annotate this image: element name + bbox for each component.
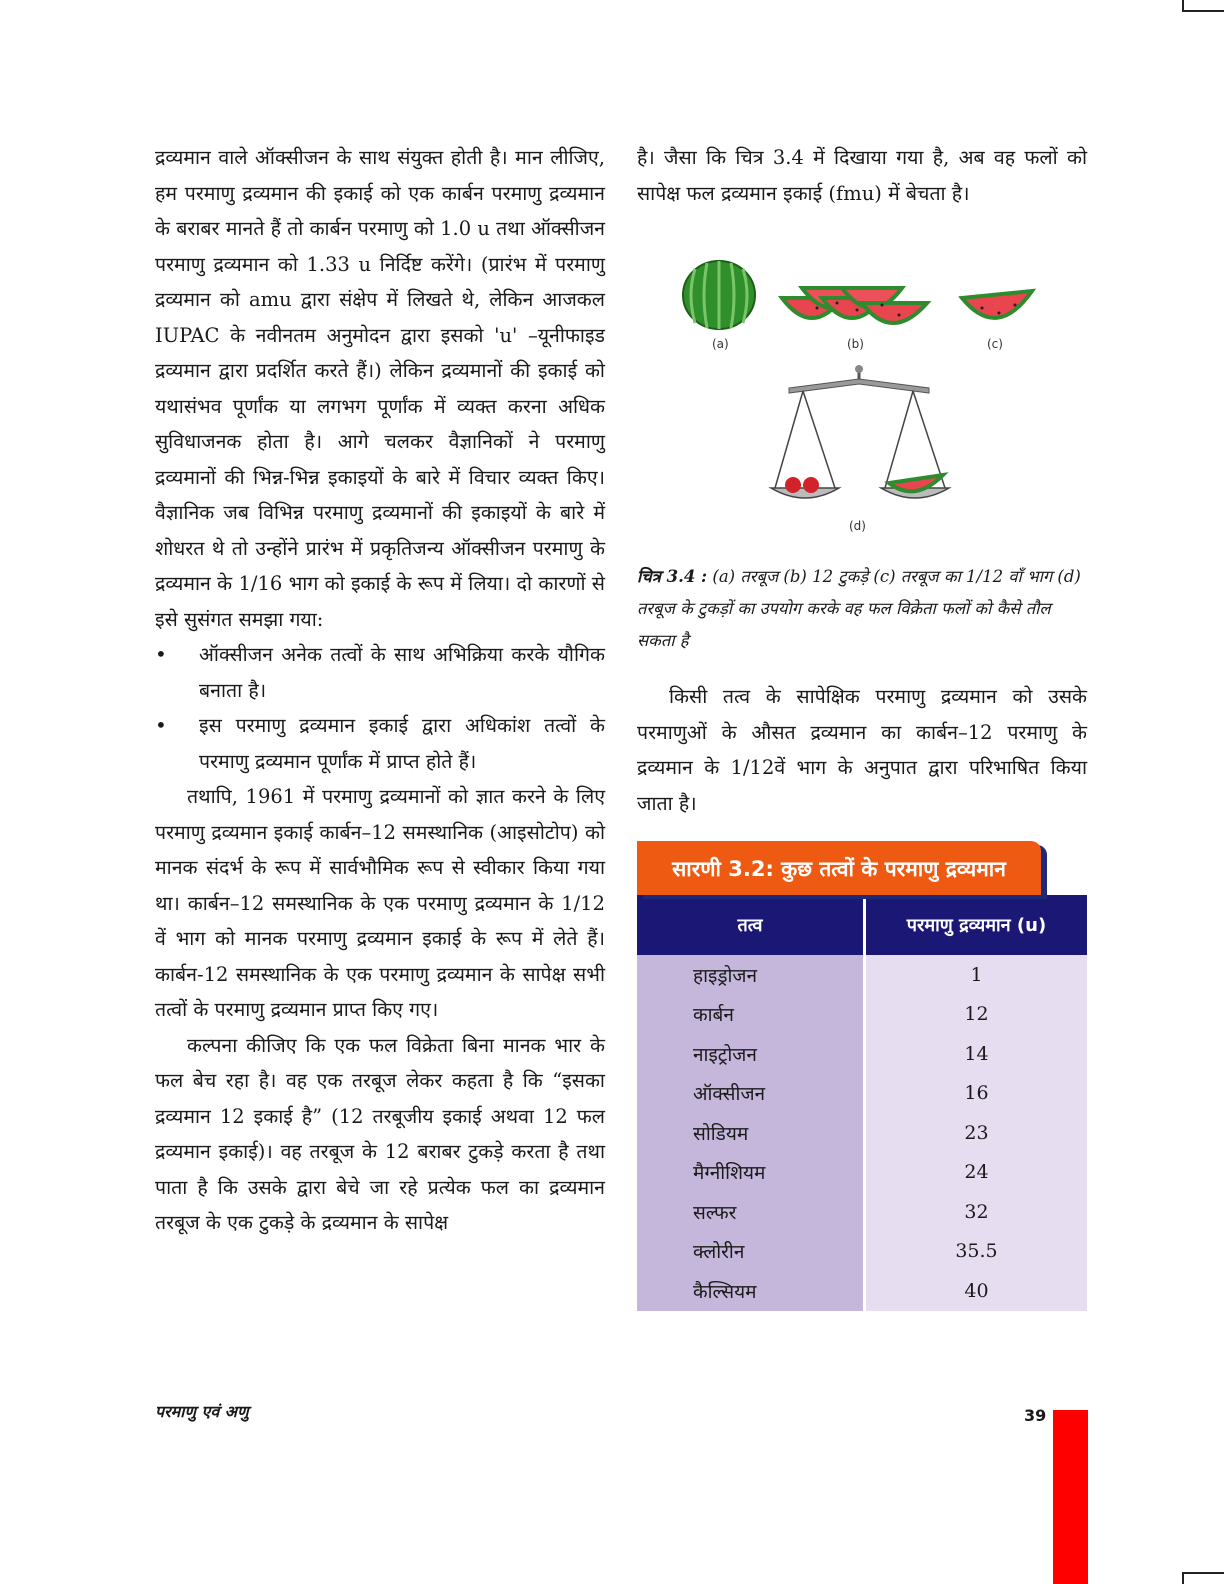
- watermelon-pieces-icon: [782, 288, 927, 323]
- watermelon-illustration: [637, 253, 1087, 553]
- figure-caption: [637, 561, 1087, 657]
- table-row: [637, 995, 1087, 1035]
- element-name: मैग्नीशियम: [637, 1153, 865, 1193]
- table-row: [637, 1271, 1087, 1311]
- atomic-mass: 35.5: [865, 1232, 1088, 1272]
- caption-text: (a) तरबूज (b) 12 टुकड़े (c) तरबूज का 1/12 वाँ भाग (d) तरबूज के टुकड़ों का उपयोग करके वह फल विक्रेता फलों को कैसे तौल सकता है: [637, 567, 1081, 650]
- figure-label-c: (c): [987, 337, 1003, 351]
- crop-mark-bottom-right: [1182, 1572, 1224, 1584]
- column-header-element: तत्व: [637, 895, 865, 955]
- element-name: हाइड्रोजन: [637, 955, 865, 995]
- left-paragraph-2: तथापि, 1961 में परमाणु द्रव्यमानों को ज्ञात करने के लिए परमाणु द्रव्यमान इकाई कार्बन–12 समस्थानिक (आइसोटोप) को मानक संदर्भ के रूप में सार्वभौमिक रूप से स्वीकार किया गया था। कार्बन–12 समस्थानिक के एक परमाणु द्रव्यमान के 1/12 वें भाग को मानक परमाणु द्रव्यमान इकाई के रूप में लेते हैं। कार्बन-12 समस्थानिक के एक परमाणु द्रव्यमान के सापेक्ष सभी तत्वों के परमाणु द्रव्यमान प्राप्त किए गए।: [155, 785, 605, 1021]
- list-item-text: इस परमाणु द्रव्यमान इकाई द्वारा अधिकांश तत्वों के परमाणु द्रव्यमान पूर्णांक में प्राप्त होते हैं।: [199, 714, 605, 773]
- reason-list: [155, 637, 605, 779]
- element-name: कैल्सियम: [637, 1271, 865, 1311]
- watermelon-slice-icon: [962, 291, 1032, 318]
- left-column: [155, 140, 605, 1241]
- left-paragraph-3: कल्पना कीजिए कि एक फल विक्रेता बिना मानक भार के फल बेच रहा है। वह एक तरबूज लेकर कहता है कि “इसका द्रव्यमान 12 इकाई है” (12 तरबूजीय इकाई अथवा 12 फल द्रव्यमान इकाई)। वह तरबूज के 12 बराबर टुकड़े करता है तथा पाता है कि उसके द्वारा बेचे जा रहे प्रत्येक फल का द्रव्यमान तरबूज के एक टुकड़े के द्रव्यमान के सापेक्ष: [155, 1033, 605, 1234]
- list-item-text: ऑक्सीजन अनेक तत्वों के साथ अभिक्रिया करके यौगिक बनाता है।: [199, 643, 605, 702]
- page-edge-marker: [1053, 1410, 1088, 1584]
- table-row: [637, 955, 1087, 995]
- element-name: ऑक्सीजन: [637, 1074, 865, 1114]
- right-paragraph-1: है। जैसा कि चित्र 3.4 में दिखाया गया है, अब वह फलों को सापेक्ष फल द्रव्यमान इकाई (fmu) में बेचता है।: [637, 146, 1087, 205]
- element-name: सल्फर: [637, 1192, 865, 1232]
- element-name: कार्बन: [637, 995, 865, 1035]
- caption-label: चित्र 3.4 :: [637, 567, 708, 586]
- column-header-mass: परमाणु द्रव्यमान (u): [865, 895, 1088, 955]
- right-paragraph-2: किसी तत्व के सापेक्षिक परमाणु द्रव्यमान को उसके परमाणुओं के औसत द्रव्यमान का कार्बन–12 परमाणु के द्रव्यमान के 1/12वें भाग के अनुपात द्वारा परिभाषित किया जाता है।: [637, 685, 1087, 815]
- list-item: [155, 637, 605, 708]
- figure-label-a: (a): [712, 337, 729, 351]
- table-row: [637, 1192, 1087, 1232]
- table-row: [637, 1113, 1087, 1153]
- atomic-mass: 23: [865, 1113, 1088, 1153]
- figure-label-d: (d): [849, 519, 866, 533]
- bullet-icon: •: [155, 713, 167, 737]
- right-column: [637, 140, 1087, 1311]
- table-row: [637, 1074, 1087, 1114]
- figure-3-4: [637, 253, 1087, 553]
- table-row: [637, 1153, 1087, 1193]
- atomic-mass: 1: [865, 955, 1088, 995]
- table-header-row: [637, 895, 1087, 955]
- left-paragraph-1: द्रव्यमान वाले ऑक्सीजन के साथ संयुक्त होती है। मान लीजिए, हम परमाणु द्रव्यमान की इकाई को एक कार्बन परमाणु द्रव्यमान के बराबर मानते हैं तो कार्बन परमाणु को 1.0 u तथा ऑक्सीजन परमाणु द्रव्यमान को 1.33 u निर्दिष्ट करेंगे। (प्रारंभ में परमाणु द्रव्यमान को amu द्वारा संक्षेप में लिखते थे, लेकिन आजकल IUPAC के नवीनतम अनुमोदन द्वारा इसको 'u' –यूनीफाइड द्रव्यमान द्वारा प्रदर्शित करते हैं।) लेकिन द्रव्यमानों की इकाई को यथासंभव पूर्णांक या लगभग पूर्णांक में व्यक्त करना अधिक सुविधाजनक होता है। आगे चलकर वैज्ञानिकों ने परमाणु द्रव्यमानों की भिन्न-भिन्न इकाइयों के बारे में विचार व्यक्त किए। वैज्ञानिक जब विभिन्न परमाणु द्रव्यमानों की इकाइयों के बारे में शोधरत थे तो उन्होंने प्रारंभ में प्रकृतिजन्य ऑक्सीजन परमाणु के द्रव्यमान के 1/16 भाग को इकाई के रूप में लिया। दो कारणों से इसे सुसंगत समझा गया:: [155, 146, 605, 631]
- atomic-mass: 24: [865, 1153, 1088, 1193]
- element-name: नाइट्रोजन: [637, 1034, 865, 1074]
- table-row: [637, 1232, 1087, 1272]
- atomic-mass: 40: [865, 1271, 1088, 1311]
- balance-scale-icon: [771, 365, 949, 498]
- atomic-mass: 12: [865, 995, 1088, 1035]
- atomic-mass: 32: [865, 1192, 1088, 1232]
- element-name: सोडियम: [637, 1113, 865, 1153]
- table-title: सारणी 3.2: कुछ तत्वों के परमाणु द्रव्यमान: [637, 841, 1041, 895]
- element-name: क्लोरीन: [637, 1232, 865, 1272]
- figure-label-b: (b): [847, 337, 864, 351]
- data-table: [637, 895, 1087, 1311]
- crop-mark-top-right: [1182, 0, 1224, 12]
- page-number: 39: [1024, 1406, 1047, 1425]
- chapter-title-footer: परमाणु एवं अणु: [155, 1402, 249, 1421]
- list-item: [155, 708, 605, 779]
- whole-watermelon-icon: [683, 261, 755, 329]
- atomic-mass: 16: [865, 1074, 1088, 1114]
- atomic-mass: 14: [865, 1034, 1088, 1074]
- table-row: [637, 1034, 1087, 1074]
- bullet-icon: •: [155, 642, 167, 666]
- atomic-mass-table: [637, 841, 1087, 1311]
